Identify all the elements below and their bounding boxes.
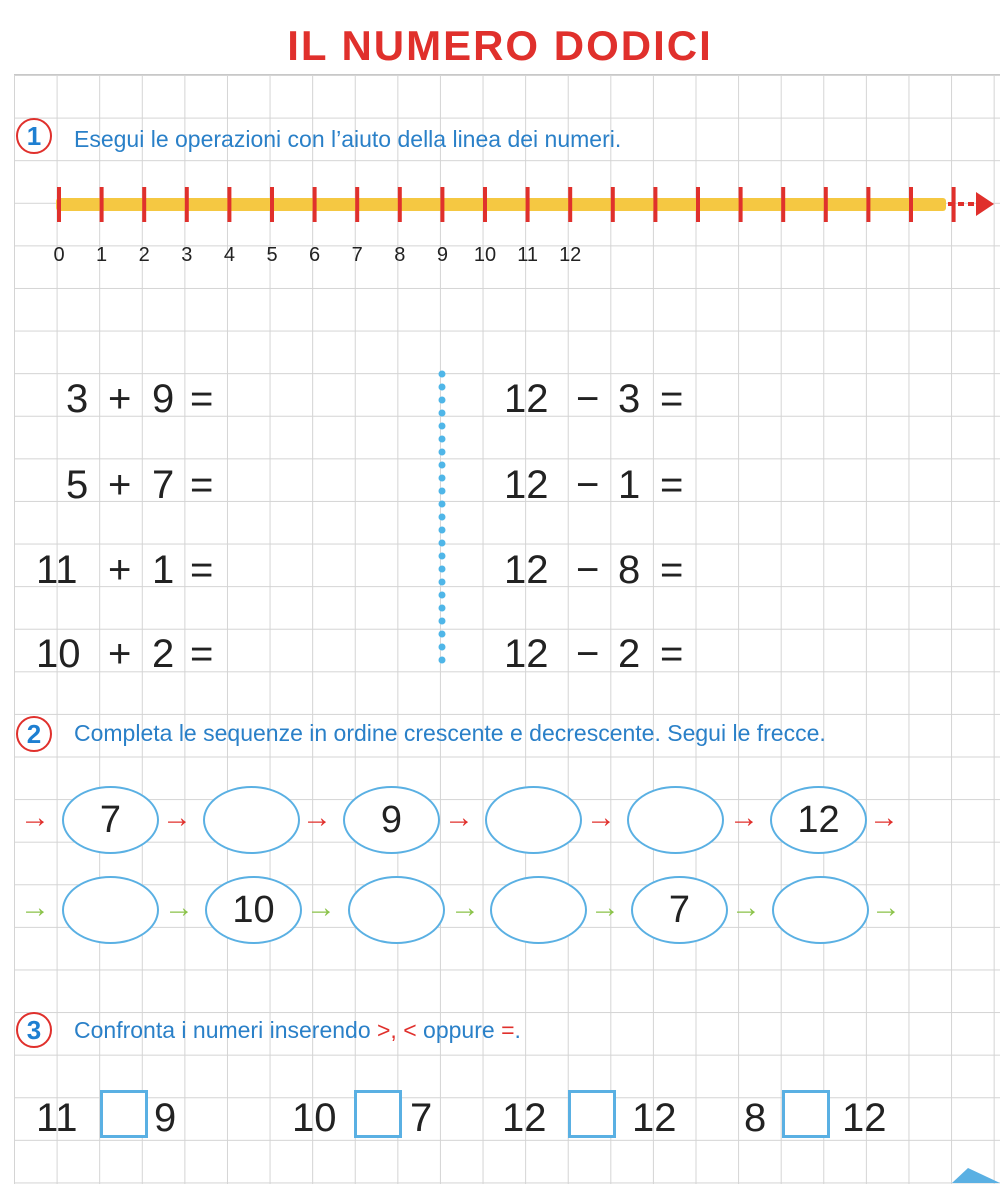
exercise-1-number-badge: 1 — [16, 118, 52, 154]
exercise-2-number-badge: 2 — [16, 716, 52, 752]
number-line-label: 2 — [138, 244, 150, 266]
sequence-arrow-icon: → — [731, 891, 761, 924]
sequence-oval: 10 — [205, 876, 302, 944]
sequence-arrow-icon: → — [20, 891, 50, 924]
sequence-arrow-icon: → — [450, 891, 480, 924]
number-line-label: 10 — [473, 244, 497, 266]
compare-1-right: 9 — [154, 1096, 177, 1140]
number-line-bar — [56, 198, 946, 211]
compare-3-right: 12 — [632, 1096, 677, 1140]
sequence-arrow-icon: → — [444, 801, 474, 834]
number-line-label: 1 — [96, 244, 108, 266]
number-line-label: 11 — [517, 244, 538, 266]
sequence-oval: 12 — [770, 786, 867, 854]
compare-1-answer-box[interactable] — [100, 1090, 148, 1138]
sequence-oval[interactable] — [348, 876, 445, 944]
dotted-separator — [432, 370, 452, 675]
number-line-label: 6 — [309, 244, 321, 266]
sequence-arrow-icon: → — [869, 801, 899, 834]
compare-4-right: 12 — [842, 1096, 887, 1140]
compare-3-answer-box[interactable] — [568, 1090, 616, 1138]
sequence-oval[interactable] — [490, 876, 587, 944]
sequence-arrow-icon: → — [164, 891, 194, 924]
comparison-symbols: >, < — [377, 1017, 417, 1043]
sequence-arrow-icon: → — [162, 801, 192, 834]
number-line-label: 8 — [394, 244, 406, 266]
number-line-label: 7 — [351, 244, 363, 266]
sequence-oval: 7 — [631, 876, 728, 944]
sequence-oval[interactable] — [62, 876, 159, 944]
number-line — [0, 180, 1000, 230]
page-corner-arrow-icon — [948, 1168, 1000, 1183]
number-line-label: 5 — [266, 244, 278, 266]
compare-4-answer-box[interactable] — [782, 1090, 830, 1138]
number-line-label: 9 — [436, 244, 448, 266]
compare-2-right: 7 — [410, 1096, 433, 1140]
page-title: IL NUMERO DODICI — [287, 22, 713, 69]
compare-1-left: 11 — [36, 1096, 78, 1140]
number-line-label: 0 — [53, 244, 65, 266]
number-line-label: 3 — [181, 244, 193, 266]
exercise-1-instruction: Esegui le operazioni con l’aiuto della linea dei numeri. — [74, 126, 622, 152]
number-line-label: 4 — [223, 244, 235, 266]
exercise-3-number-badge: 3 — [16, 1012, 52, 1048]
sequence-oval[interactable] — [203, 786, 300, 854]
sequence-arrow-icon: → — [590, 891, 620, 924]
sequence-oval[interactable] — [627, 786, 724, 854]
number-line-arrowhead — [976, 192, 994, 216]
sequence-oval: 7 — [62, 786, 159, 854]
sequence-arrow-icon: → — [586, 801, 616, 834]
sequence-arrow-icon: → — [20, 801, 50, 834]
compare-2-answer-box[interactable] — [354, 1090, 402, 1138]
sequence-oval[interactable] — [772, 876, 869, 944]
sequence-oval[interactable] — [485, 786, 582, 854]
sequence-arrow-icon: → — [729, 801, 759, 834]
sequence-arrow-icon: → — [306, 891, 336, 924]
exercise-2-instruction: Completa le sequenze in ordine crescente e decrescente. Segui le frecce. — [74, 720, 826, 746]
number-line-label: 12 — [559, 244, 582, 266]
exercise-3-instruction: Confronta i numeri inserendo >, < oppure =. — [74, 1017, 521, 1043]
sequence-arrow-icon: → — [302, 801, 332, 834]
compare-4-left: 8 — [744, 1096, 767, 1140]
compare-3-left: 12 — [502, 1096, 547, 1140]
sequence-arrow-icon: → — [871, 891, 901, 924]
sequence-oval: 9 — [343, 786, 440, 854]
compare-2-left: 10 — [292, 1096, 337, 1140]
